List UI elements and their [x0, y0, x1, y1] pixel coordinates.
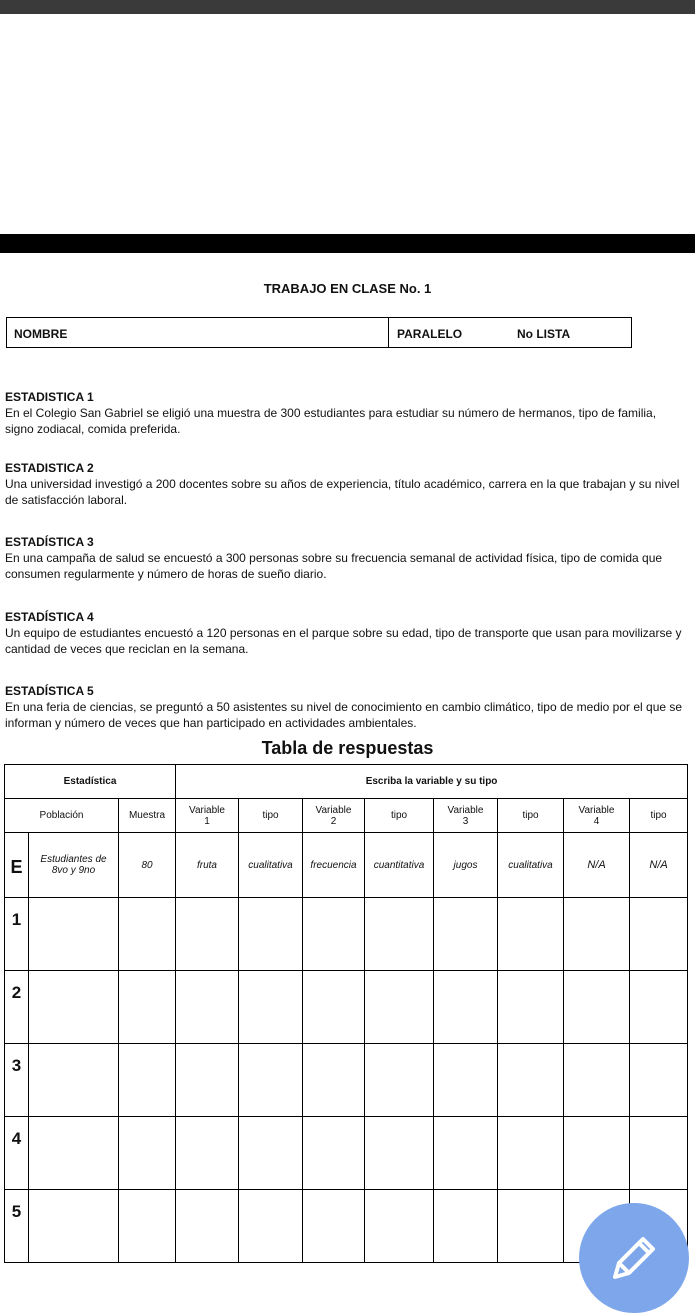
answer-cell[interactable] — [365, 898, 434, 971]
answer-cell[interactable] — [29, 971, 119, 1044]
tipo-3-cell: cualitativa — [498, 833, 564, 898]
page-separator-bar — [0, 234, 695, 253]
row-label: 5 — [5, 1190, 29, 1263]
answer-cell[interactable] — [119, 971, 176, 1044]
estadistica-group-header: Estadística — [5, 765, 176, 799]
answer-cell[interactable] — [29, 1190, 119, 1263]
answer-cell[interactable] — [365, 1117, 434, 1190]
answer-cell[interactable] — [119, 898, 176, 971]
answer-cell[interactable] — [630, 898, 688, 971]
row-label: 1 — [5, 898, 29, 971]
row-label: 4 — [5, 1117, 29, 1190]
lista-field: No LISTA — [517, 327, 571, 341]
variable-4-header: Variable 4 — [564, 799, 630, 833]
tipo-4-header: tipo — [630, 799, 688, 833]
answer-cell[interactable] — [365, 971, 434, 1044]
paralelo-field: PARALELO — [397, 327, 463, 341]
answer-cell[interactable] — [630, 1044, 688, 1117]
variables-group-header: Escriba la variable y su tipo — [176, 765, 688, 799]
answer-cell[interactable] — [119, 1117, 176, 1190]
answer-cell[interactable] — [29, 898, 119, 971]
tipo-2-header: tipo — [365, 799, 434, 833]
answer-cell[interactable] — [564, 1044, 630, 1117]
answer-cell[interactable] — [303, 971, 365, 1044]
answer-cell[interactable] — [176, 1190, 239, 1263]
answers-table — [4, 764, 688, 1263]
answer-cell[interactable] — [498, 898, 564, 971]
answer-cell[interactable] — [303, 898, 365, 971]
answer-cell[interactable] — [498, 1044, 564, 1117]
answer-cell[interactable] — [239, 1190, 303, 1263]
answer-cell[interactable] — [630, 1117, 688, 1190]
table-row — [5, 1117, 688, 1190]
tipo-3-header: tipo — [498, 799, 564, 833]
answer-cell[interactable] — [176, 971, 239, 1044]
answer-cell[interactable] — [119, 1190, 176, 1263]
answer-cell[interactable] — [239, 898, 303, 971]
row-label: 2 — [5, 971, 29, 1044]
variable-1-header: Variable 1 — [176, 799, 239, 833]
answer-cell[interactable] — [564, 898, 630, 971]
answer-cell[interactable] — [303, 1044, 365, 1117]
section-text: En el Colegio San Gabriel se eligió una muestra de 300 estudiantes para estudiar su número de hermanos, tipo de familia, signo zodiacal, comida preferida. — [5, 406, 657, 436]
table-row-example — [5, 833, 688, 898]
row-label: 3 — [5, 1044, 29, 1117]
variable-2-cell: frecuencia — [303, 833, 365, 898]
answer-cell[interactable] — [365, 1190, 434, 1263]
table-row — [5, 898, 688, 971]
answer-cell[interactable] — [176, 898, 239, 971]
section-estadistica-1 — [5, 389, 685, 437]
section-heading: ESTADISTICA 2 — [5, 461, 94, 475]
variable-3-cell: jugos — [434, 833, 498, 898]
answer-cell[interactable] — [239, 971, 303, 1044]
answer-cell[interactable] — [498, 1117, 564, 1190]
section-heading: ESTADISTICA 1 — [5, 390, 94, 404]
variable-2-header: Variable 2 — [303, 799, 365, 833]
table-row — [5, 971, 688, 1044]
section-heading: ESTADÍSTICA 4 — [5, 610, 94, 624]
answer-cell[interactable] — [239, 1044, 303, 1117]
section-estadistica-2 — [5, 460, 685, 508]
poblacion-header: Población — [5, 799, 119, 833]
section-heading: ESTADÍSTICA 3 — [5, 535, 94, 549]
table-row — [5, 1044, 688, 1117]
answer-cell[interactable] — [564, 971, 630, 1044]
tipo-4-cell: N/A — [630, 833, 688, 898]
answer-cell[interactable] — [630, 971, 688, 1044]
nombre-field: NOMBRE — [7, 318, 389, 347]
section-estadistica-5 — [5, 683, 685, 731]
poblacion-cell: Estudiantes de 8vo y 9no — [29, 833, 119, 898]
pen-icon — [609, 1233, 659, 1283]
answer-cell[interactable] — [434, 1044, 498, 1117]
answer-cell[interactable] — [29, 1044, 119, 1117]
table-title: Tabla de respuestas — [261, 738, 434, 758]
answer-cell[interactable] — [176, 1117, 239, 1190]
answer-cell[interactable] — [498, 1190, 564, 1263]
answer-cell[interactable] — [303, 1190, 365, 1263]
table-group-header-row — [5, 765, 688, 799]
section-text: En una feria de ciencias, se preguntó a 50 asistentes su nivel de conocimiento en cambio climático, tipo de medio por el que se informan y número de veces que han participado en actividades ambientales. — [5, 700, 683, 730]
muestra-header: Muestra — [119, 799, 176, 833]
answer-cell[interactable] — [498, 971, 564, 1044]
section-estadistica-3 — [5, 534, 685, 582]
answer-cell[interactable] — [303, 1117, 365, 1190]
section-text: En una campaña de salud se encuestó a 300 personas sobre su frecuencia semanal de actividad física, tipo de comida que consumen regularmente y número de horas de sueño diario. — [5, 551, 663, 581]
answer-cell[interactable] — [29, 1117, 119, 1190]
answer-cell[interactable] — [434, 1117, 498, 1190]
answer-cell[interactable] — [564, 1117, 630, 1190]
student-info-box — [6, 317, 632, 348]
variable-4-cell: N/A — [564, 833, 630, 898]
section-estadistica-4 — [5, 609, 685, 657]
answer-cell[interactable] — [434, 1190, 498, 1263]
section-text: Un equipo de estudiantes encuestó a 120 personas en el parque sobre su edad, tipo de transporte que usan para movilizarse y cantidad de veces que reciclan en la semana. — [5, 626, 682, 656]
top-status-bar — [0, 0, 695, 14]
answer-cell[interactable] — [176, 1044, 239, 1117]
variable-1-cell: fruta — [176, 833, 239, 898]
tipo-2-cell: cuantitativa — [365, 833, 434, 898]
answer-cell[interactable] — [239, 1117, 303, 1190]
table-column-header-row — [5, 799, 688, 833]
tipo-1-cell: cualitativa — [239, 833, 303, 898]
section-text: Una universidad investigó a 200 docentes sobre su años de experiencia, título académico, carrera en la que trabajan y su nivel de satisfacción laboral. — [5, 477, 680, 507]
page-title: TRABAJO EN CLASE No. 1 — [263, 281, 432, 296]
row-label: E — [5, 833, 29, 898]
tipo-1-header: tipo — [239, 799, 303, 833]
annotate-fab-button[interactable] — [579, 1203, 689, 1313]
answer-cell[interactable] — [365, 1044, 434, 1117]
answer-cell[interactable] — [434, 971, 498, 1044]
answer-cell[interactable] — [119, 1044, 176, 1117]
variable-3-header: Variable 3 — [434, 799, 498, 833]
answer-cell[interactable] — [434, 898, 498, 971]
section-heading: ESTADÍSTICA 5 — [5, 684, 94, 698]
muestra-cell: 80 — [119, 833, 176, 898]
